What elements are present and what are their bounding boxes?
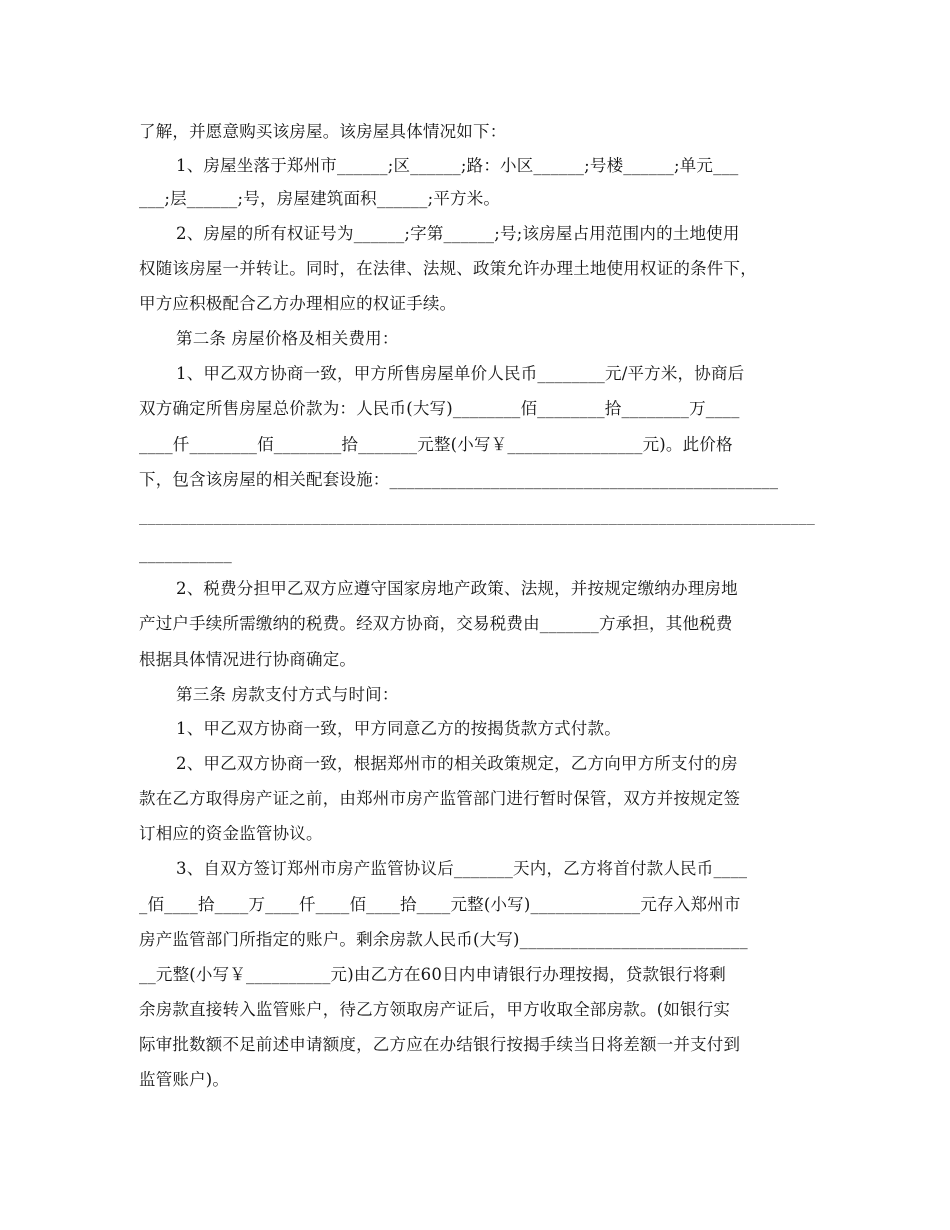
text-line: 1、甲乙双方协商一致，甲方同意乙方的按揭货款方式付款。 [176,719,621,738]
text-line: 款在乙方取得房产证之前，由郑州市房产监管部门进行暂时保管，双方并按规定签 [139,789,741,808]
text-line: ____仟________佰________拾_______元整(小写￥________________元)。此价格 [139,435,733,454]
text-line: 2、甲乙双方协商一致，根据郑州市的相关政策规定，乙方向甲方所支付的房 [176,754,738,773]
text-line: ___;层______;号，房屋建筑面积______;平方米。 [139,189,501,208]
text-line: 房产监管部门所指定的账户。剩余房款人民币(大写)___________________________ [139,930,748,949]
text-line: 2、税费分担甲乙双方应遵守国家房地产政策、法规，并按规定缴纳办理房地 [176,579,738,598]
text-line: ___________ [139,544,232,563]
text-line: 监管账户)。 [139,1070,230,1089]
text-line: 1、甲乙双方协商一致，甲方所售房屋单价人民币________元/平方米，协商后 [176,364,745,383]
text-line: 3、自双方签订郑州市房产监管协议后_______天内，乙方将首付款人民币____ [176,859,748,878]
text-line: 际审批数额不足前述申请额度，乙方应在办结银行按揭手续当日将差额一并支付到 [139,1035,741,1054]
text-line: 2、房屋的所有权证号为______;字第______;号;该房屋占用范围内的土地使用 [176,224,740,243]
text-line: __元整(小写￥__________元)由乙方在60日内申请银行办理按揭，贷款银行将剩 [139,965,726,984]
text-line: 订相应的资金监管协议。 [139,824,323,843]
text-line: 权随该房屋一并转让。同时，在法律、法规、政策允许办理土地使用权证的条件下， [139,259,757,278]
text-line: 产过户手续所需缴纳的税费。经双方协商，交易税费由_______方承担，其他税费 [139,614,733,633]
text-line: 双方确定所售房屋总价款为：人民币(大写)________佰________拾________万____ [139,399,740,418]
section-heading: 第二条 房屋价格及相关费用： [176,329,399,348]
text-line: 1、房屋坐落于郑州市______;区______;路：小区______;号楼______;单元___ [176,156,739,175]
text-line: 下，包含该房屋的相关配套设施：______________________________________________ [139,470,779,489]
text-line: 余房款直接转入监管账户，待乙方领取房产证后，甲方收取全部房款。(如银行实 [139,1000,731,1019]
text-line: __________________________________________________________________________________ [139,506,815,525]
text-line: 了解，并愿意购买该房屋。该房屋具体情况如下： [139,122,507,141]
text-line: _佰____拾____万____仟____佰____拾____元整(小写)_____________元存入郑州市 [139,895,741,914]
text-line: 根据具体情况进行协商确定。 [139,650,357,669]
text-line: 甲方应积极配合乙方办理相应的权证手续。 [139,294,457,313]
section-heading: 第三条 房款支付方式与时间： [176,685,399,704]
